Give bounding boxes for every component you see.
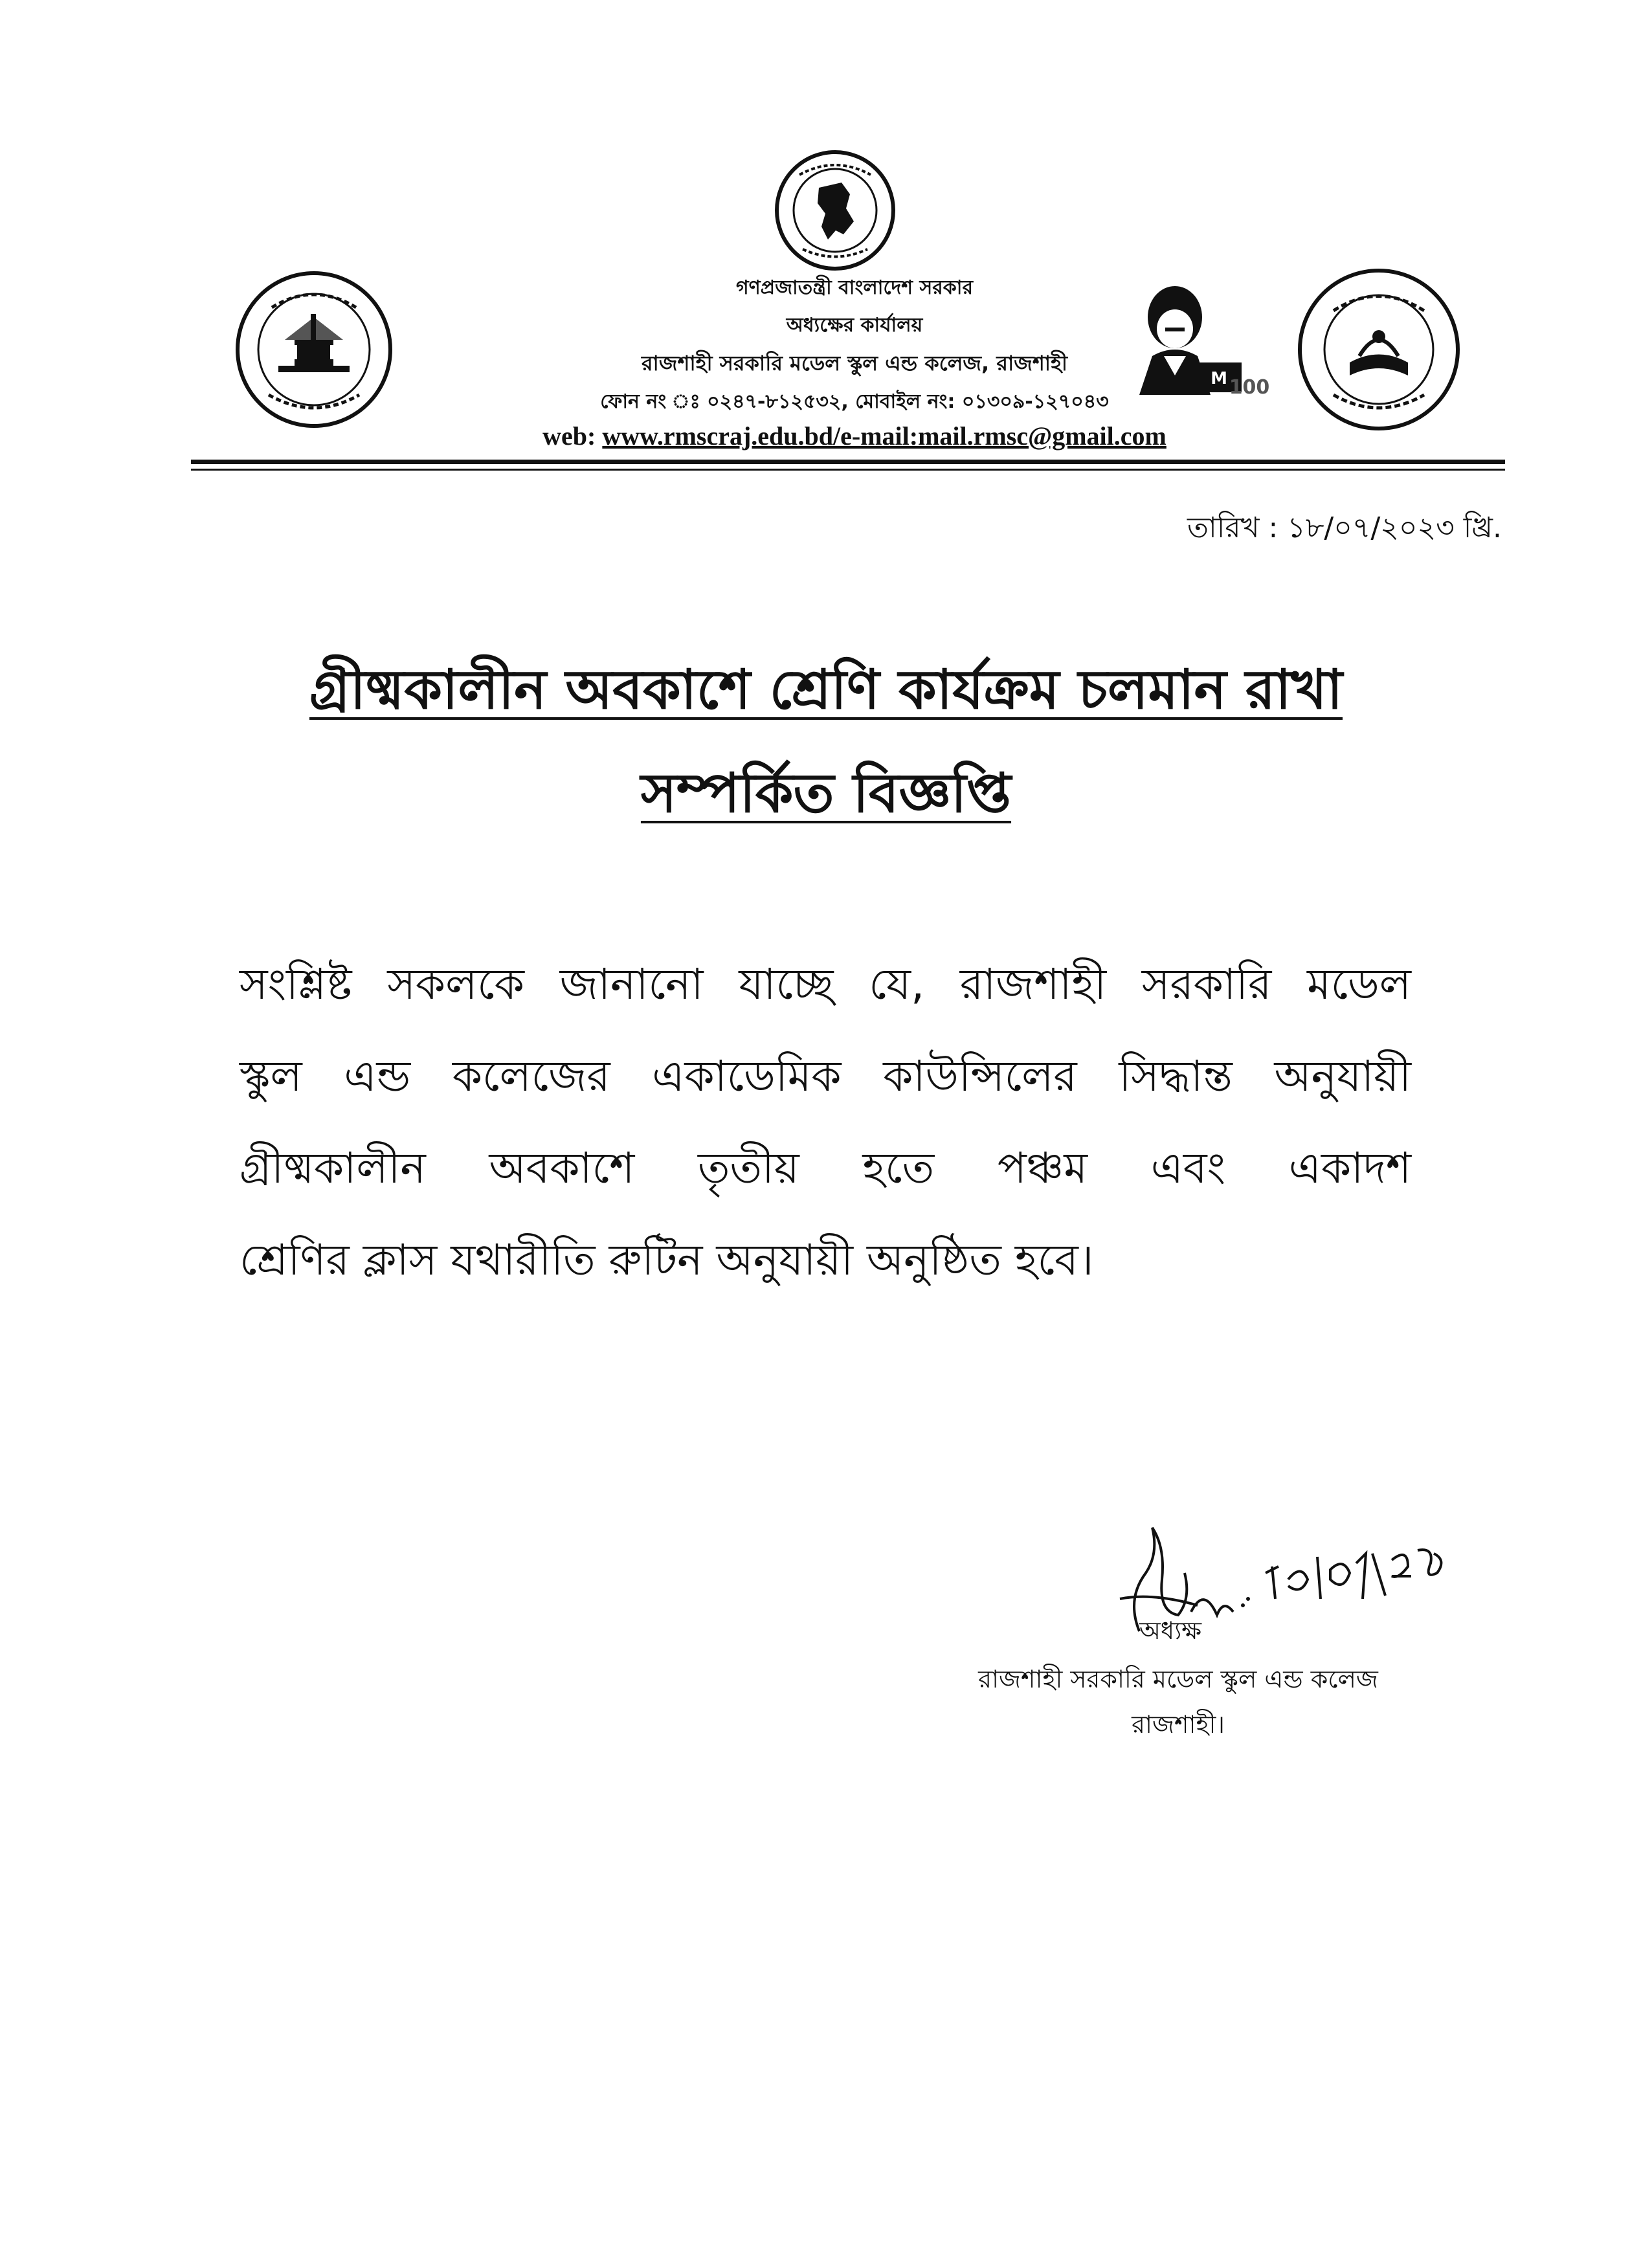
letterhead-web (453, 421, 1256, 451)
shikkha-logo (1295, 265, 1463, 434)
title-line-1-text: গ্রীষ্মকালীন অবকাশে শ্রেণি কার্যক্রম চলমান রাখা (309, 658, 1343, 721)
letterhead-institution: রাজশাহী সরকারি মডেল স্কুল এন্ড কলেজ, রাজশাহী (641, 351, 1068, 375)
web-label: web: (542, 421, 596, 451)
school-emblem-logo (233, 269, 395, 430)
letterhead-government: গণপ্রজাতন্ত্রী বাংলাদেশ সরকার (736, 276, 973, 299)
body-line: সংশ্লিষ্ট সকলকে জানানো যাচ্ছে যে, রাজশাহী সরকারি মডেল (240, 959, 1411, 1009)
title-line-2-text: সম্পর্কিত বিজ্ঞপ্তি (640, 761, 1012, 825)
notice-title-line-1 (129, 647, 1523, 739)
notice-title-line-2 (129, 751, 1523, 842)
signatory-designation: অধ্যক্ষ (1139, 1616, 1202, 1645)
svg-text:100: 100 (1229, 376, 1270, 399)
web-link[interactable]: www.rmscraj.edu.bd/e-mail:mail.rmsc@gmail.com (602, 421, 1166, 451)
signatory-city: রাজশাহী। (1132, 1710, 1225, 1739)
body-line: শ্রেণির ক্লাস যথারীতি রুটিন অনুযায়ী অনুষ্ঠিত হবে। (240, 1235, 1094, 1285)
government-seal-logo (774, 149, 897, 272)
signatory-institution: রাজশাহী সরকারি মডেল স্কুল এন্ড কলেজ (978, 1665, 1378, 1693)
notice-date: তারিখ : ১৮/০৭/২০২৩ খ্রি. (1187, 511, 1502, 544)
svg-text:M: M (1211, 369, 1227, 388)
body-line: গ্রীষ্মকালীন অবকাশে তৃতীয় হতে পঞ্চম এবং একাদশ (240, 1143, 1411, 1193)
header-divider-thin (191, 469, 1505, 471)
letterhead-phone: ফোন নং ঃ ০২৪৭-৮১২৫৩২, মোবাইল নং: ০১৩০৯-১২৭০৪৩ (600, 390, 1109, 413)
header-divider-thick (191, 460, 1505, 464)
body-line: স্কুল এন্ড কলেজের একাডেমিক কাউন্সিলের সিদ্ধান্ত অনুযায়ী (240, 1051, 1411, 1101)
letterhead-office: অধ্যক্ষের কার্যালয় (786, 314, 923, 337)
